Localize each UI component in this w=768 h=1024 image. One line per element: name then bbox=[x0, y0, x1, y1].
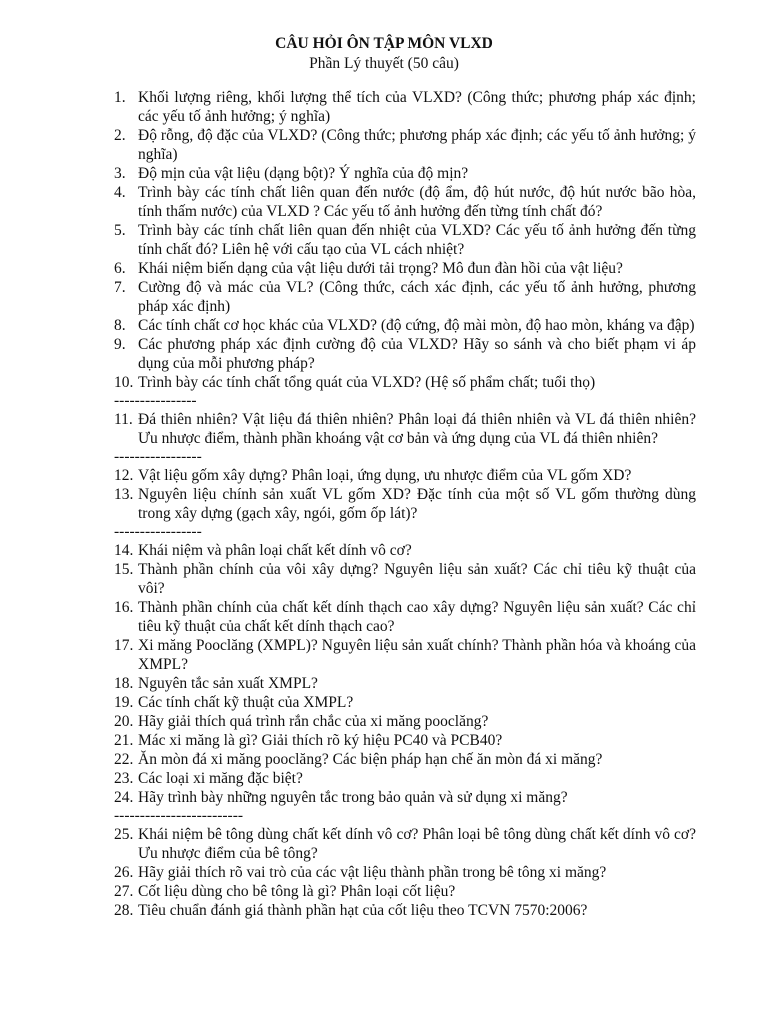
question-text: Hãy giải thích rõ vai trò của các vật liệu thành phần trong bê tông xi măng? bbox=[138, 864, 607, 881]
question-item bbox=[114, 259, 696, 278]
question-number: 17. bbox=[114, 637, 134, 654]
question-number: 4. bbox=[114, 184, 126, 201]
question-item bbox=[114, 88, 696, 126]
question-text: Nguyên tắc sản xuất XMPL? bbox=[138, 675, 318, 692]
question-item bbox=[114, 712, 696, 731]
question-number: 22. bbox=[114, 751, 134, 768]
question-text: Các tính chất cơ học khác của VLXD? (độ cứng, độ mài mòn, độ hao mòn, kháng va đập) bbox=[138, 317, 695, 334]
question-text: Ăn mòn đá xi măng pooclăng? Các biện pháp hạn chế ăn mòn đá xi măng? bbox=[138, 751, 603, 768]
question-number: 25. bbox=[114, 826, 134, 843]
question-number: 26. bbox=[114, 864, 134, 881]
question-text: Khối lượng riêng, khối lượng thể tích của VLXD? (Công thức; phương pháp xác định; các yếu tố ảnh hưởng; ý nghĩa) bbox=[138, 89, 696, 125]
question-item bbox=[114, 410, 696, 448]
question-item bbox=[114, 825, 696, 863]
document-subtitle: Phần Lý thuyết (50 câu) bbox=[309, 55, 459, 72]
question-number: 7. bbox=[114, 279, 126, 296]
question-item bbox=[114, 541, 696, 560]
question-text: Thành phần chính của vôi xây dựng? Nguyên liệu sản xuất? Các chỉ tiêu kỹ thuật của vôi? bbox=[138, 561, 696, 597]
question-item bbox=[114, 882, 696, 901]
question-item bbox=[114, 901, 696, 920]
question-text: Khái niệm biến dạng của vật liệu dưới tải trọng? Mô đun đàn hồi của vật liệu? bbox=[138, 260, 623, 277]
question-text: Các loại xi măng đặc biệt? bbox=[138, 770, 303, 787]
question-item bbox=[114, 750, 696, 769]
question-text: Trình bày các tính chất liên quan đến nhiệt của VLXD? Các yếu tố ảnh hưởng đến từng tính chất đó? Liên hệ với cấu tạo của VL cách nhiệt? bbox=[138, 222, 696, 258]
question-item bbox=[114, 560, 696, 598]
question-number: 19. bbox=[114, 694, 134, 711]
question-number: 15. bbox=[114, 561, 134, 578]
question-text: Nguyên liệu chính sản xuất VL gốm XD? Đặc tính của một số VL gốm thường dùng trong xây dựng (gạch xây, ngói, gốm ốp lát)? bbox=[138, 486, 696, 522]
question-item bbox=[114, 863, 696, 882]
question-number: 20. bbox=[114, 713, 134, 730]
question-item bbox=[114, 335, 696, 373]
question-number: 5. bbox=[114, 222, 126, 239]
question-number: 18. bbox=[114, 675, 134, 692]
section-separator: ------------------------- bbox=[114, 807, 244, 824]
question-text: Hãy trình bày những nguyên tắc trong bảo quản và sử dụng xi măng? bbox=[138, 789, 568, 806]
question-number: 23. bbox=[114, 770, 134, 787]
question-text: Trình bày các tính chất tổng quát của VLXD? (Hệ số phẩm chất; tuổi thọ) bbox=[138, 374, 596, 391]
question-number: 21. bbox=[114, 732, 134, 749]
question-number: 1. bbox=[114, 89, 126, 106]
question-text: Các tính chất kỹ thuật của XMPL? bbox=[138, 694, 354, 711]
question-item bbox=[114, 636, 696, 674]
question-item bbox=[114, 769, 696, 788]
question-number: 24. bbox=[114, 789, 134, 806]
question-item bbox=[114, 788, 696, 807]
question-item bbox=[114, 674, 696, 693]
question-number: 11. bbox=[114, 411, 133, 428]
question-text: Các phương pháp xác định cường độ của VLXD? Hãy so sánh và cho biết phạm vi áp dụng của mỗi phương pháp? bbox=[138, 336, 696, 372]
question-number: 16. bbox=[114, 599, 134, 616]
question-text: Xi măng Pooclăng (XMPL)? Nguyên liệu sản xuất chính? Thành phần hóa và khoáng của XMPL? bbox=[138, 637, 696, 673]
question-item bbox=[114, 373, 696, 392]
question-text: Độ mịn của vật liệu (dạng bột)? Ý nghĩa của độ mịn? bbox=[138, 165, 469, 182]
question-number: 8. bbox=[114, 317, 126, 334]
question-text: Đá thiên nhiên? Vật liệu đá thiên nhiên? Phân loại đá thiên nhiên và VL đá thiên nhiên? Ưu nhược điểm, thành phần khoáng vật cơ bản và ứng dụng của VL đá thiên nhiên? bbox=[138, 411, 696, 447]
question-text: Tiêu chuẩn đánh giá thành phần hạt của cốt liệu theo TCVN 7570:2006? bbox=[138, 902, 588, 919]
question-number: 10. bbox=[114, 374, 134, 391]
question-text: Cường độ và mác của VL? (Công thức, cách xác định, các yếu tố ảnh hưởng, phương pháp xác định) bbox=[138, 279, 696, 315]
question-number: 13. bbox=[114, 486, 134, 503]
section-separator: ----------------- bbox=[114, 523, 202, 540]
question-number: 2. bbox=[114, 127, 126, 144]
question-text: Hãy giải thích quá trình rắn chắc của xi măng pooclăng? bbox=[138, 713, 489, 730]
question-item bbox=[114, 485, 696, 523]
question-text: Khái niệm và phân loại chất kết dính vô cơ? bbox=[138, 542, 412, 559]
question-text: Trình bày các tính chất liên quan đến nước (độ ẩm, độ hút nước, độ hút nước bão hòa, tính thấm nước) của VLXD ? Các yếu tố ảnh hưởng đến từng tính chất đó? bbox=[138, 184, 696, 220]
question-number: 14. bbox=[114, 542, 134, 559]
question-text: Độ rỗng, độ đặc của VLXD? (Công thức; phương pháp xác định; các yếu tố ảnh hưởng; ý nghĩa) bbox=[138, 127, 696, 163]
question-number: 9. bbox=[114, 336, 126, 353]
question-number: 3. bbox=[114, 165, 126, 182]
question-list bbox=[114, 88, 696, 920]
question-item bbox=[114, 278, 696, 316]
question-item bbox=[114, 731, 696, 750]
question-item bbox=[114, 164, 696, 183]
section-separator: ----------------- bbox=[114, 448, 202, 465]
document-title: CÂU HỎI ÔN TẬP MÔN VLXD bbox=[275, 35, 493, 52]
question-number: 28. bbox=[114, 902, 134, 919]
question-item bbox=[114, 598, 696, 636]
question-text: Khái niệm bê tông dùng chất kết dính vô cơ? Phân loại bê tông dùng chất kết dính vô cơ? Ưu nhược điểm của bê tông? bbox=[138, 826, 696, 862]
section-separator: ---------------- bbox=[114, 392, 197, 409]
question-text: Mác xi măng là gì? Giải thích rõ ký hiệu PC40 và PCB40? bbox=[138, 732, 503, 749]
question-item bbox=[114, 316, 696, 335]
question-item bbox=[114, 221, 696, 259]
question-number: 6. bbox=[114, 260, 126, 277]
question-item bbox=[114, 183, 696, 221]
question-item bbox=[114, 466, 696, 485]
question-number: 12. bbox=[114, 467, 134, 484]
question-text: Thành phần chính của chất kết dính thạch cao xây dựng? Nguyên liệu sản xuất? Các chỉ tiêu kỹ thuật của chất kết dính thạch cao? bbox=[138, 599, 696, 635]
question-item bbox=[114, 693, 696, 712]
question-text: Vật liệu gốm xây dựng? Phân loại, ứng dụng, ưu nhược điểm của VL gốm XD? bbox=[138, 467, 632, 484]
question-number: 27. bbox=[114, 883, 134, 900]
question-text: Cốt liệu dùng cho bê tông là gì? Phân loại cốt liệu? bbox=[138, 883, 456, 900]
question-item bbox=[114, 126, 696, 164]
